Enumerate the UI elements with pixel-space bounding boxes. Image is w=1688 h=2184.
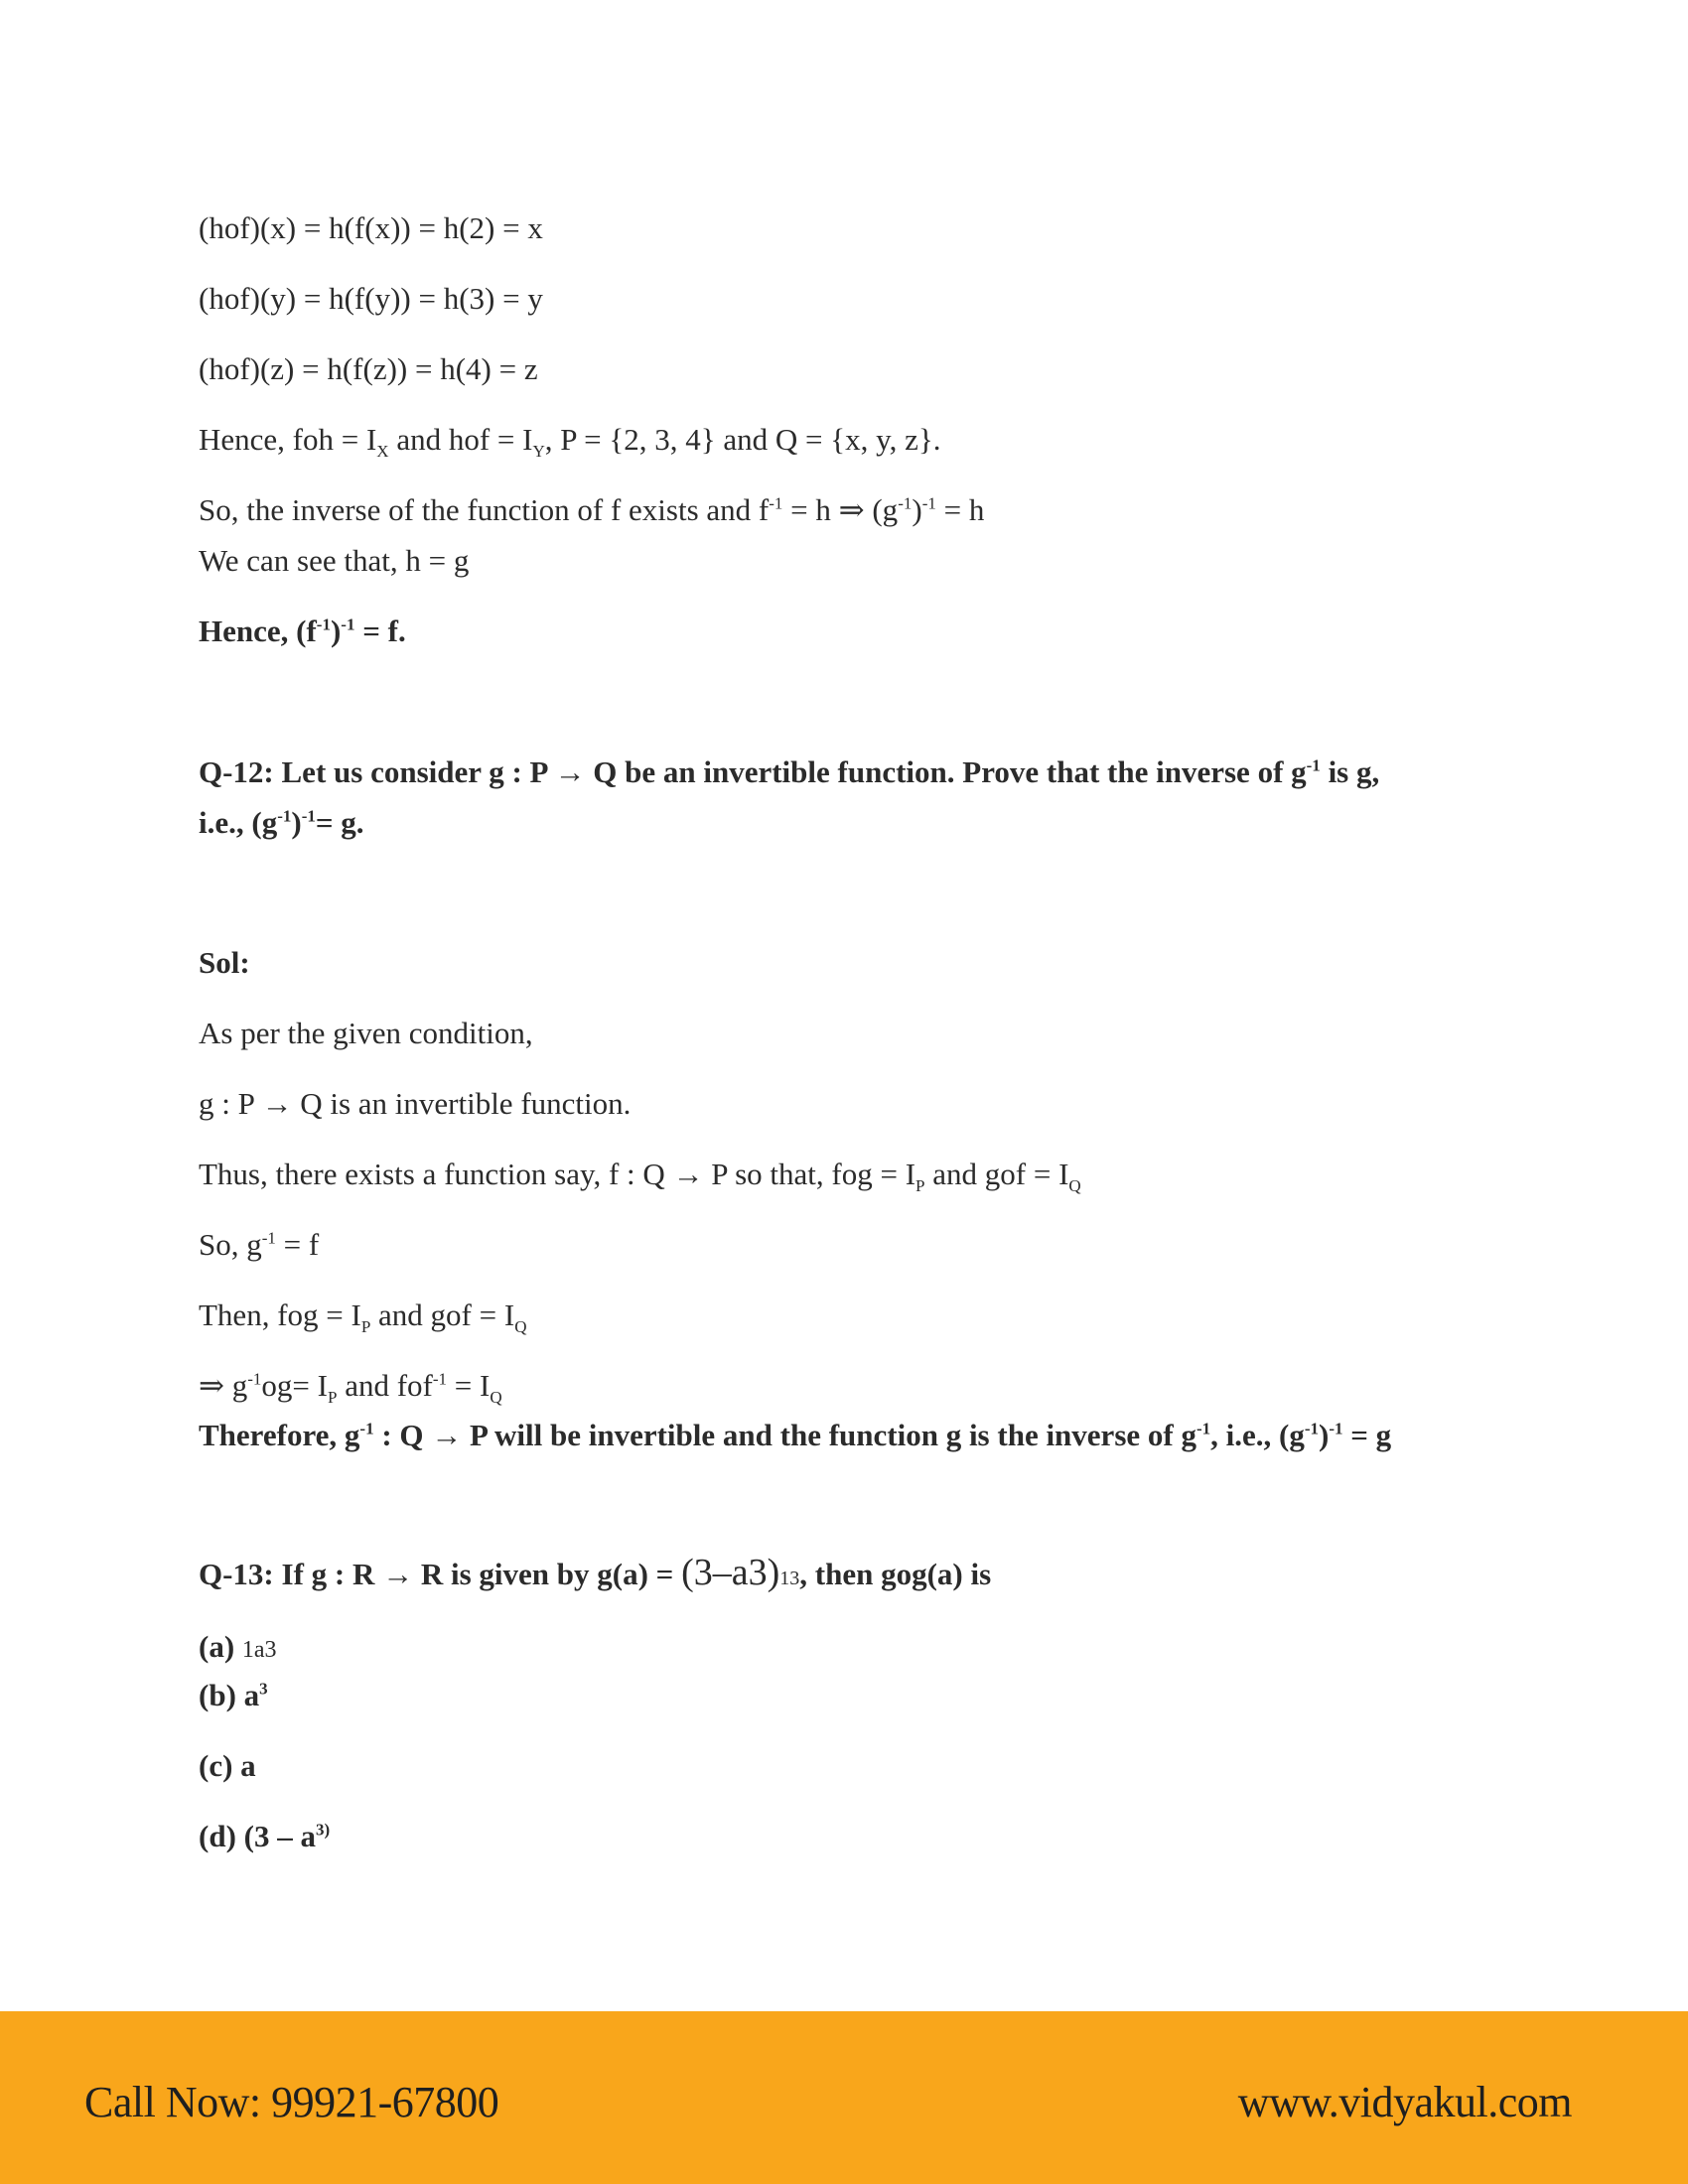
text: Sol: <box>199 945 250 980</box>
superscript: -1 <box>341 614 355 634</box>
superscript: 3 <box>259 1679 268 1699</box>
superscript: -1 <box>301 806 316 826</box>
website-link[interactable]: www.vidyakul.com <box>1237 2078 1572 2126</box>
text: Hence, (f <box>199 614 317 648</box>
text: = f. <box>354 614 406 648</box>
superscript: 3) <box>315 1820 331 1840</box>
text: (hof)(y) = h(f(y)) = h(3) = y <box>199 281 543 316</box>
text: Then, fog = I <box>199 1297 361 1332</box>
text: ) <box>1319 1418 1330 1452</box>
text: = I <box>447 1368 491 1403</box>
option-label: (b) a <box>199 1678 260 1712</box>
option-d <box>199 1818 330 1855</box>
line-inverse-exists <box>199 491 984 529</box>
text: (hof)(z) = h(f(z)) = h(4) = z <box>199 351 538 386</box>
solution-line-5 <box>199 1297 527 1337</box>
text: = h ⇒ (g <box>782 492 899 527</box>
text: and gof = I <box>370 1297 515 1332</box>
solution-conclusion <box>199 1417 1391 1454</box>
text: : Q → P will be invertible and the function g is the inverse of g <box>373 1418 1196 1452</box>
question-12-line1 <box>199 753 1379 791</box>
superscript: -1 <box>261 1228 276 1248</box>
text: og= I <box>261 1368 328 1403</box>
text: = g <box>1342 1418 1392 1452</box>
text: = f <box>275 1227 320 1262</box>
text: As per the given condition, <box>199 1016 533 1050</box>
question-12-line2 <box>199 804 364 842</box>
question-13 <box>199 1554 991 1597</box>
text: , i.e., (g <box>1210 1418 1305 1452</box>
superscript: -1 <box>1196 1419 1211 1438</box>
line-conclusion <box>199 613 406 650</box>
text: i.e., (g <box>199 805 278 840</box>
text: (hof)(x) = h(f(x)) = h(2) = x <box>199 210 543 245</box>
text: = g. <box>315 805 364 840</box>
subscript: X <box>376 442 389 462</box>
text: So, the inverse of the function of f exists and f <box>199 492 770 527</box>
option-c <box>199 1747 256 1785</box>
superscript: -1 <box>1329 1419 1343 1438</box>
solution-line-1 <box>199 1015 533 1052</box>
text: and fof <box>337 1368 433 1403</box>
solution-line-6 <box>199 1367 502 1408</box>
superscript: -1 <box>921 493 936 513</box>
solution-line-3 <box>199 1156 1081 1196</box>
subscript: Q <box>514 1317 527 1337</box>
text: ) <box>912 492 922 527</box>
solution-line-4 <box>199 1226 319 1264</box>
call-now-text[interactable]: Call Now: 99921-67800 <box>84 2078 499 2126</box>
superscript: -1 <box>247 1369 262 1389</box>
superscript: -1 <box>1304 1419 1320 1438</box>
equation-hof-z <box>199 350 538 388</box>
text: and hof = I <box>388 422 533 457</box>
subscript: P <box>915 1176 925 1196</box>
superscript: -1 <box>316 614 331 634</box>
line-h-equals-g <box>199 542 469 580</box>
text: g : P → Q is an invertible function. <box>199 1086 632 1121</box>
text: Q-13: If g : R → R is given by g(a) = <box>199 1557 682 1591</box>
text: ) <box>330 614 342 648</box>
solution-line-2 <box>199 1085 631 1123</box>
equation-hof-x <box>199 209 543 247</box>
text: Q-12: Let us consider g : P → Q be an invertible function. Prove that the inverse of g <box>199 754 1307 789</box>
superscript: -1 <box>432 1369 448 1389</box>
text: So, g <box>199 1227 262 1262</box>
superscript: -1 <box>1306 755 1321 775</box>
equation-hof-y <box>199 280 543 318</box>
exponent: 13 <box>779 1568 800 1589</box>
solution-label <box>199 944 250 982</box>
superscript: -1 <box>359 1419 374 1438</box>
subscript: Y <box>532 442 545 462</box>
text: Thus, there exists a function say, f : Q → P so that, fog = I <box>199 1157 916 1191</box>
subscript: Q <box>490 1388 502 1408</box>
text: Hence, foh = I <box>199 422 377 457</box>
text: and gof = I <box>924 1157 1069 1191</box>
superscript: -1 <box>898 493 913 513</box>
expression: (3–a3) <box>681 1552 780 1593</box>
text: Therefore, g <box>199 1418 360 1452</box>
option-label: (a) <box>199 1629 242 1664</box>
superscript: -1 <box>769 493 783 513</box>
text: is g, <box>1320 754 1380 789</box>
superscript: -1 <box>277 806 292 826</box>
text: ) <box>291 805 302 840</box>
subscript: P <box>327 1388 338 1408</box>
text: ⇒ g <box>199 1368 248 1403</box>
subscript: P <box>360 1317 371 1337</box>
line-hence-identity <box>199 421 941 462</box>
option-a <box>199 1628 277 1669</box>
option-value: 1a3 <box>241 1637 277 1663</box>
text: We can see that, h = g <box>199 543 470 578</box>
footer-banner <box>0 2011 1688 2184</box>
option-label: (d) (3 – a <box>199 1819 316 1853</box>
text: = h <box>935 492 985 527</box>
option-b <box>199 1677 268 1714</box>
text: , P = {2, 3, 4} and Q = {x, y, z}. <box>544 422 941 457</box>
option-label: (c) a <box>199 1748 256 1783</box>
text: , then gog(a) is <box>799 1557 992 1591</box>
subscript: Q <box>1068 1176 1081 1196</box>
